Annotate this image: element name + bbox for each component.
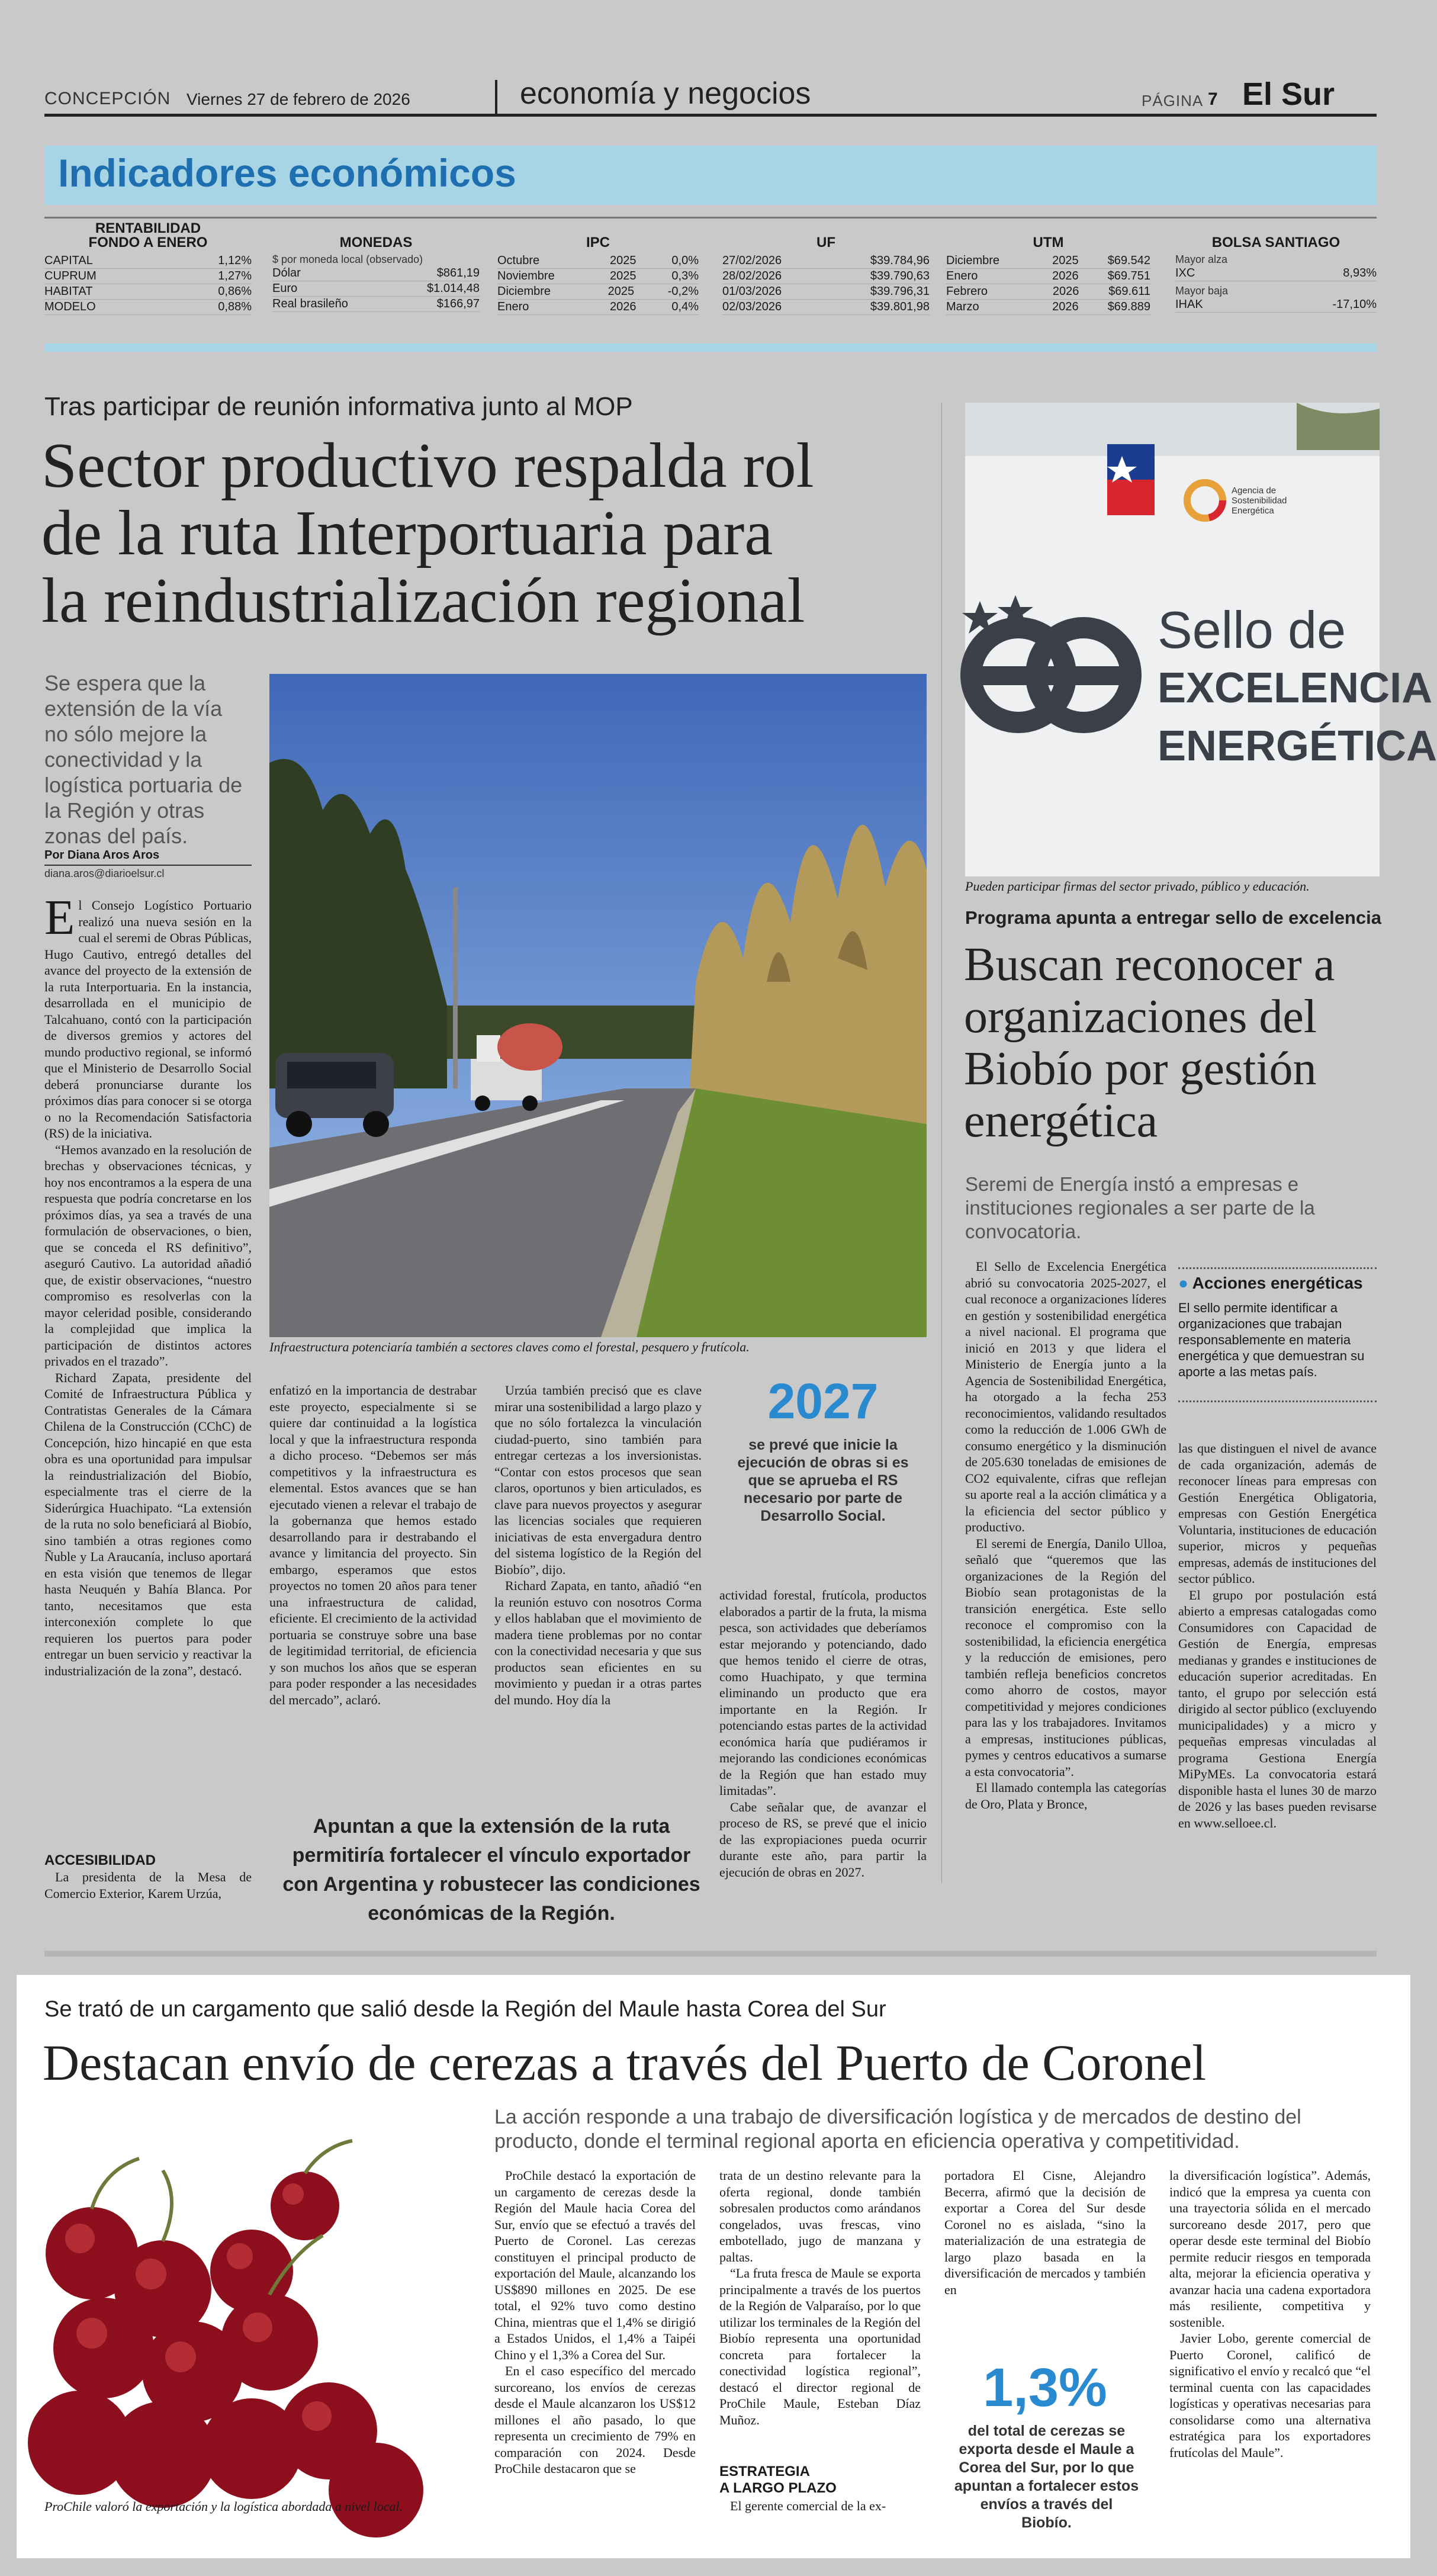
agency-label: Agencia de Sostenibilidad Energética xyxy=(1232,486,1287,516)
bottom-col2-p1: trata de un destino relevante para la oferta regional, donde también sobresalen productos como arándanos congelados, uvas frescas, vino embotellado, jugo de manzana y paltas. xyxy=(719,2168,921,2265)
indicators-bottom-band xyxy=(44,343,1377,352)
side-lead: Seremi de Energía instó a empresas e instituciones regionales a ser parte de la convocatoria. xyxy=(965,1173,1315,1242)
ipc-title: IPC xyxy=(586,235,610,250)
main-col1-p3: Richard Zapata, presidente del Comité de Infraestructura Pública y Contratistas Generales de la Cámara Chilena de la Construcción (CChC) de Concepción, hizo hincapié en que esta obra es una oportunidad para impulsar la reindustrialización del Biobío, especialmente tras el cierre de la Siderúrgica Huachipato. “La extensión de la ruta no solo beneficiará al Biobío, sino también a otras regiones como Ñuble y La Araucanía, incluso aportará en esta visión que tenemos de llegar hasta Neuquén y Bahía Blanca. Por tanto, necesitamos que esta interconexión complete lo que requieren los puertos para poder entregar un buen servicio y reactivar la industrialización de la zona”, destacó. xyxy=(44,1370,252,1678)
side-headline xyxy=(964,939,1378,1147)
uf-row: 02/03/2026 $39.801,98 xyxy=(722,300,930,315)
utm-row: Enero 2026 $69.751 xyxy=(946,269,1150,284)
bottom-headline: Destacan envío de cerezas a través del Puerto de Coronel xyxy=(43,2034,1207,2091)
indicator-ipc xyxy=(497,236,699,315)
indicators-rule xyxy=(44,217,1377,219)
stat-cherries-text: del total de cerezas se exporta desde el Maule a Corea del Sur, por lo que apuntan a fortalecer estos envíos a través del Biobío. xyxy=(954,2423,1139,2531)
bolsa-up-row: IXC 8,93% xyxy=(1175,266,1377,281)
cherries-photo xyxy=(44,2135,477,2496)
road-photo xyxy=(269,674,927,1337)
page-number: 7 xyxy=(1208,89,1218,109)
utm-row: Diciembre 2025 $69.542 xyxy=(946,253,1150,269)
side-column-1 xyxy=(965,1258,1166,1812)
byline-rule xyxy=(44,865,252,866)
main-col1-p1: El Consejo Logístico Portuario realizó una nueva sesión en la cual el seremi de Obras Públicas, Hugo Cautivo, entregó detalles del avance del proyecto de la extensión de la ruta Interportuaria. En la instancia, desarrollada en el municipio de Talcahuano, contó con la participación de diversos gremios y actores del mundo productivo regional, se informó que el Ministerio de Desarrollo Social deberá pronunciarse durante los próximos días para conocer si se otorga o no la Recomendación Satisfactoria (RS) de la iniciativa. xyxy=(44,890,252,1141)
uf-row: 27/02/2026 $39.784,96 xyxy=(722,253,930,269)
pull-quote: Apuntan a que la extensión de la ruta permitiría fortalecer el vínculo exportador con Argentina y robustecer las condiciones económicas de la Región. xyxy=(282,1815,700,1925)
ipc-row: Octubre 2025 0,0% xyxy=(497,253,699,269)
header-city: CONCEPCIÓN xyxy=(44,89,171,108)
bottom-column-1 xyxy=(494,2167,696,2477)
side-kicker: Programa apunta a entregar sello de excelencia xyxy=(965,907,1381,928)
side-col2-p2: El grupo por postulación está abierto a empresas catalogadas como Consumidores con Capacidad de Gestión de Energía, empresas medianas y grandes e instituciones de educación superior acreditadas. En tanto, el grupo por selección está dirigido al sector público (excluyendo municipalidades) y a micro y pequeñas empresas vinculadas al programa Gestiona Energía MiPyMEs. La convocatoria estará disponible hasta el lunes 30 de marzo de 2026 y las bases pueden revisarse en www.selloee.cl. xyxy=(1178,1587,1377,1830)
side-headline-line: Buscan reconocer a xyxy=(964,939,1335,991)
energy-photo-caption: Pueden participar firmas del sector privado, público y educación. xyxy=(965,879,1310,894)
bottom-column-3 xyxy=(944,2167,1146,2298)
main-col1-p2: “Hemos avanzado en la resolución de brechas y observaciones técnicas, y hoy nos encontramos a la espera de una respuesta que podría concretarse en los próximos días, ya sea a través de una formulación de observaciones, o bien, que se conceda el RS definitivo”, aseguró Cautivo. La autoridad añadió que, de existir observaciones, “nuestro compromiso es resolverlas con la mayor celeridad posible, considerando la complejidad que implica la participación de distintos actores privados en el trazado”. xyxy=(44,1142,252,1369)
energy-box-text: El sello permite identificar a organizaciones que trabajan responsablemente en materia energética y que demuestran su aporte a las metas país. xyxy=(1178,1300,1365,1379)
main-byline: Por Diana Aros Aros xyxy=(44,849,160,862)
energy-seal-photo xyxy=(965,403,1437,876)
page-label: PÁGINA xyxy=(1142,92,1204,110)
uf-title: UF xyxy=(816,235,835,250)
stat-2027-text: se prevé que inicie la ejecución de obras si es que se aprueba el RS necesario por parte de Desarrollo Social. xyxy=(737,1437,909,1524)
bolsa-up-label: Mayor alza xyxy=(1175,253,1228,265)
column-divider xyxy=(941,403,942,1883)
brand-logo: El Sur xyxy=(1242,76,1335,112)
main-column-2 xyxy=(269,1382,477,1708)
bolsa-down-row: IHAK -17,10% xyxy=(1175,297,1377,313)
main-column-4 xyxy=(719,1587,927,1880)
indicator-bolsa xyxy=(1175,236,1377,313)
drop-cap: E xyxy=(44,890,75,945)
bottom-col2-p2: “La fruta fresca de Maule se exporta principalmente a través de los puertos de la Región de Valparaíso, por lo que utilizar los terminales de la Región del Biobío representa una oportunidad concreta para fortalecer la conectividad logística regional”, destacó el director regional de ProChile Maule, Esteban Díaz Muñoz. xyxy=(719,2266,921,2427)
ipc-row: Enero 2026 0,4% xyxy=(497,300,699,315)
side-col2-p1: las que distinguen el nivel de avance de cada organización, además de reconocer líneas para empresas con Gestión Energética Obligatoria, empresas con Gestión Energética Voluntaria, instituciones de educación superior, micros y pequeñas empresas, además de instituciones del sector público. xyxy=(1178,1441,1377,1586)
seal-sign-line: ENERGÉTICA xyxy=(1158,722,1437,770)
road-photo-caption: Infraestructura potenciaría también a sectores claves como el forestal, pesquero y frutícola. xyxy=(269,1340,750,1354)
bullet-icon: ● xyxy=(1178,1274,1188,1292)
main-lead: Se espera que la extensión de la vía no sólo mejore la conectividad y la logística portuaria de la Región y otras zonas del país. xyxy=(44,671,243,848)
bottom-column-4 xyxy=(1169,2167,1371,2461)
bottom-col2-p3: El gerente comercial de la ex- xyxy=(730,2498,886,2513)
fondo-row: CUPRUM 1,27% xyxy=(44,269,252,284)
seal-sign-line: EXCELENCIA xyxy=(1158,664,1433,712)
indicator-utm xyxy=(946,236,1150,315)
header-date: Viernes 27 de febrero de 2026 xyxy=(187,90,410,108)
monedas-row: Dólar $861,19 xyxy=(272,266,480,281)
main-column-3 xyxy=(494,1382,702,1708)
bottom-column-2-end xyxy=(719,2498,921,2514)
side-headline-line: Biobío por gestión xyxy=(964,1043,1317,1095)
bolsa-down-label: Mayor baja xyxy=(1175,285,1229,297)
monedas-subtitle: $ por moneda local (observado) xyxy=(272,253,423,265)
main-headline-line: Sector productivo respalda rol xyxy=(41,431,814,501)
main-headline xyxy=(41,432,941,635)
bottom-col1-p2: En el caso específico del mercado surcoreano, los envíos de cerezas desde el Maule alcanzaron los US$12 millones el año pasado, lo que representa un crecimiento de 79% en comparación con 2024. Desde ProChile destacaron que se xyxy=(494,2363,696,2476)
main-headline-line: de la ruta Interportuaria para xyxy=(41,498,773,568)
cherries-photo-caption: ProChile valoró la exportación y la logística abordada a nivel local. xyxy=(44,2499,403,2514)
seal-sign-line: Sello de xyxy=(1158,600,1346,659)
monedas-title: MONEDAS xyxy=(339,235,413,250)
energy-box-title: ● Acciones energéticas xyxy=(1178,1274,1363,1292)
stat-2027-number: 2027 xyxy=(767,1373,879,1429)
main-column-1-end xyxy=(44,1869,252,1902)
fondo-title: RENTABILIDAD FONDO A ENERO xyxy=(88,220,208,250)
seal-sign xyxy=(1158,601,1437,775)
bottom-kicker: Se trató de un cargamento que salió desde la Región del Maule hasta Corea del Sur xyxy=(44,1997,886,2022)
side-col1-p3: El llamado contempla las categorías de Oro, Plata y Bronce, xyxy=(965,1780,1166,1811)
side-column-2 xyxy=(1178,1440,1377,1831)
bottom-subhead: ESTRATEGIA A LARGO PLAZO xyxy=(719,2463,837,2496)
ipc-row: Noviembre 2025 0,3% xyxy=(497,269,699,284)
main-col1-p4: La presidenta de la Mesa de Comercio Exterior, Karem Urzúa, xyxy=(44,1870,252,1901)
bolsa-title: BOLSA SANTIAGO xyxy=(1211,235,1340,250)
fondo-row: MODELO 0,88% xyxy=(44,300,252,315)
main-email: diana.aros@diarioelsur.cl xyxy=(44,868,165,879)
main-col3-p1: Urzúa también precisó que es clave mirar una sostenibilidad a largo plazo y que no sólo fortalezca la vinculación ciudad-puerto, sino también para entregar certezas a los inversionistas. “Contar con estos procesos que sean claros, oportunos y bien articulados, es clave para nuevos proyectos y asegurar las licencias sociales que requieren iniciativas de esta envergadura dentro del sistema logístico de la Región del Biobío”, dijo. xyxy=(494,1383,702,1577)
bottom-col4-p1: la diversificación logística”. Además, indicó que la empresa ya cuenta con una trayectoria sólida en el mercado surcoreano desde 2017, pero que operar desde este terminal del Biobío permite reducir riesgos en temporada alta, mejorar la eficiencia operativa y avanzar hacia una cadena exportadora más resiliente, competitiva y sostenible. xyxy=(1169,2168,1371,2330)
monedas-row: Real brasileño $166,97 xyxy=(272,297,480,312)
indicator-uf xyxy=(722,236,930,315)
ipc-row: Diciembre 2025 -0,2% xyxy=(497,284,699,300)
bottom-col4-p2: Javier Lobo, gerente comercial de Puerto Coronel, calificó de significativo el envío y recalcó que “el terminal cuenta con las capacidades logísticas y operativas necesarias para consolidarse como una alternativa estratégica para los exportadores frutícolas del Maule”. xyxy=(1169,2331,1371,2460)
bottom-lead: La acción responde a una trabajo de diversificación logística y de mercados de destino del producto, donde el terminal regional aporta en eficiencia operativa y competitividad. xyxy=(494,2106,1301,2153)
bottom-column-2 xyxy=(719,2167,921,2428)
side-col1-p2: El seremi de Energía, Danilo Ulloa, señaló que “queremos que las organizaciones de la Región del Biobío sean protagonistas de la transición energética. Este sello reconoce el compromiso con la sostenibilidad, la eficiencia energética y la reducción de emisiones, pero también refleja beneficios concretos como ahorro de costos, mayor competitividad y mejores condiciones para las y los trabajadores. Invitamos a empresas, instituciones públicas, pymes y centros educativos a sumarse a esta convocatoria”. xyxy=(965,1536,1166,1779)
utm-title: UTM xyxy=(1033,235,1064,250)
main-col3-p2: Richard Zapata, en tanto, añadió “en la reunión estuvo con nosotros Corma y ellos hablaban que el movimiento de madera tiene problemas por no contar con la conectividad necesaria y que sus productos sean eficientes en su movimiento y puedan ir a otras partes del mundo. Hoy día la xyxy=(494,1578,702,1707)
side-headline-line: organizaciones del xyxy=(964,991,1317,1043)
uf-row: 28/02/2026 $39.790,63 xyxy=(722,269,930,284)
energy-box xyxy=(1178,1267,1377,1402)
indicators-title: Indicadores económicos xyxy=(58,151,516,195)
bottom-col1-p1: ProChile destacó la exportación de un cargamento de cerezas desde la Región del Maule hacia Corea del Sur, envío que se efectuó a través del Puerto de Coronel. Las cerezas constituyen el principal producto de exportación del Maule, alcanzando los US$890 millones en 2025. De ese total, el 92% tuvo como destino China, mientras que el 1,4% se dirigió a Estados Unidos, el 1,4% a Taipéi Chino y el 1,3% a Corea del Sur. xyxy=(494,2168,696,2362)
main-subhead: ACCESIBILIDAD xyxy=(44,1852,156,1868)
main-col2-p1: enfatizó en la importancia de destrabar este proyecto, especialmente si se quiere dar continuidad a la logística local y que la infraestructura responda a dicho proceso. “Debemos ser más competitivos y la infraestructura es elemental. Estos avances que se han ejecutado vienen a relevar el trabajo de la gobernanza que hemos estado desarrollando para ir destrabando el avance y limitancia del proyecto. Sin embargo, esperamos que estos proyectos no tomen 20 años para tener una infraestructura de calidad, eficiente. El crecimiento de la actividad portuaria se construye sobre una base de legitimidad territorial, de eficiencia y son muchos los años que se esperan para poder responder a las necesidades del mercado”, aclaró. xyxy=(269,1383,477,1707)
side-headline-line: energética xyxy=(964,1095,1158,1147)
main-col4-p2: Cabe señalar que, de avanzar el proceso de RS, se prevé que el inicio de las expropiaciones pueda ocurrir durante este año, para partir la ejecución de obras en 2027. xyxy=(719,1799,927,1880)
main-kicker: Tras participar de reunión informativa junto al MOP xyxy=(44,392,633,421)
indicator-fondo xyxy=(44,221,252,315)
uf-row: 01/03/2026 $39.796,31 xyxy=(722,284,930,300)
section-title: economía y negocios xyxy=(520,76,811,111)
main-column-1 xyxy=(44,890,252,1679)
header-divider xyxy=(495,80,497,117)
indicator-monedas xyxy=(272,236,480,312)
bottom-col3-p1: portadora El Cisne, Alejandro Becerra, afirmó que la decisión de exportar a Corea del Sur desde Coronel no es aislada, “sino la materialización de una estrategia de largo plazo basada en la diversificación de mercados y también en xyxy=(944,2168,1146,2297)
utm-row: Marzo 2026 $69.889 xyxy=(946,300,1150,315)
main-headline-line: la reindustrialización regional xyxy=(41,566,805,636)
main-col4-p1: actividad forestal, frutícola, productos elaborados a partir de la fruta, la misma pesca, son actividades que deberíamos estar mejorando y potenciando, dado que hemos tenido el cierre de otras, como Huachipato, y que termina eliminando un producto que era importante en la Región. Ir potenciando estas partes de la actividad económica haría que pudiéramos ir mejorando las condiciones económicas de la Región que han estado muy limitadas”. xyxy=(719,1588,927,1798)
section-separator xyxy=(44,1951,1377,1957)
header-rule xyxy=(44,114,1377,117)
stat-cherries-number: 1,3% xyxy=(983,2357,1107,2418)
fondo-row: HABITAT 0,86% xyxy=(44,284,252,300)
utm-row: Febrero 2026 $69.611 xyxy=(946,284,1150,300)
fondo-row: CAPITAL 1,12% xyxy=(44,253,252,269)
side-col1-p1: El Sello de Excelencia Energética abrió su convocatoria 2025-2027, el cual reconoce a organizaciones líderes en gestión y sostenibilidad energética a nivel nacional. El programa que inició en 2013 y que lidera el Ministerio de Energía junto a la Agencia de Sostenibilidad Energética, ha otorgado a la fecha 253 reconocimientos, validando resultados como la reducción de 1.006 GWh de consumo energético y la disminución de 205.630 toneladas de emisiones de CO2 equivalente, cifras que reflejan su aporte real a la acción climática y a la eficiencia del sector público y productivo. xyxy=(965,1259,1166,1534)
monedas-row: Euro $1.014,48 xyxy=(272,281,480,297)
